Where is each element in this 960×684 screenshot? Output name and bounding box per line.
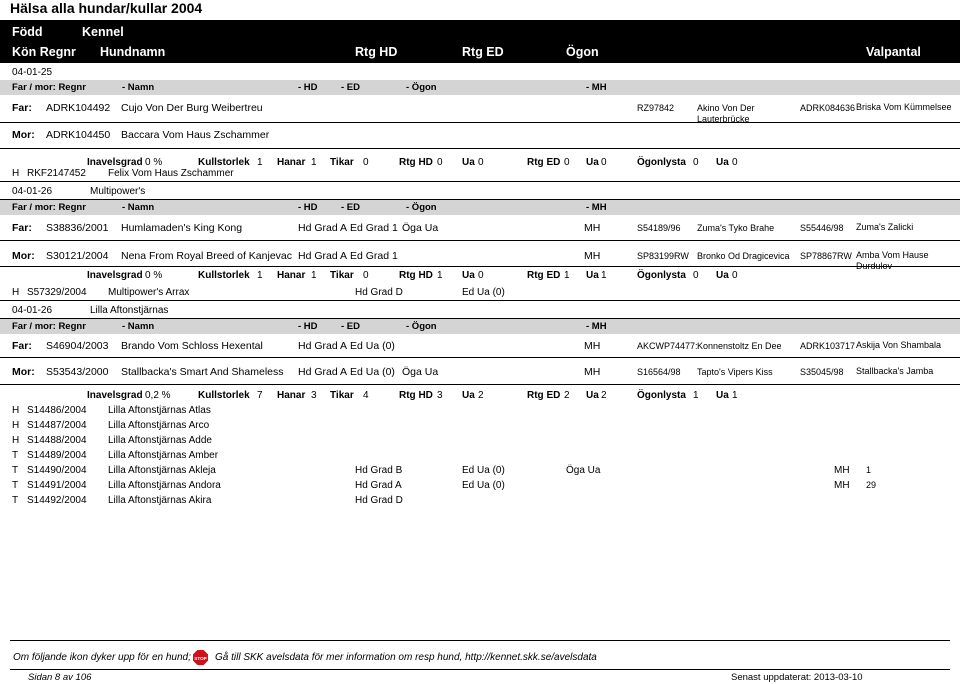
- puppy-valpantal: 1: [866, 465, 872, 475]
- stat-inavelsgrad-label: Inavelsgrad: [87, 157, 143, 168]
- ph-namn: - Namn: [122, 82, 155, 93]
- stat-inavelsgrad-value: 0 %: [145, 157, 163, 168]
- stat-inavelsgrad-value: 0,2 %: [145, 390, 171, 401]
- stat-rtg_ed-value: 0: [564, 157, 570, 168]
- puppy-kon: H: [12, 287, 20, 298]
- row-divider: [0, 122, 960, 123]
- far-label: Far:: [12, 340, 32, 352]
- stat-hanar-label: Hanar: [277, 270, 306, 281]
- stat-ua-label: Ua: [716, 270, 729, 281]
- mor-regnr: S30121/2004: [46, 250, 109, 262]
- stat-rtg_ed-label: Rtg ED: [527, 270, 561, 281]
- parent-header: [0, 80, 960, 95]
- stat-ogonlysta-label: Ögonlysta: [637, 390, 686, 401]
- footer-divider: [10, 640, 950, 641]
- stat-hanar-value: 1: [311, 270, 317, 281]
- far-regnr: S46904/2003: [46, 340, 109, 352]
- mor-gf-namn: Tapto's Vipers Kiss: [697, 367, 773, 377]
- far-gm-namn: Zuma's Zalicki: [856, 222, 914, 232]
- mor-label: Mor:: [12, 250, 35, 262]
- stat-ua-label: Ua: [716, 390, 729, 401]
- stat-rtg_ed-label: Rtg ED: [527, 390, 561, 401]
- col-kon-regnr: Kön Regnr: [12, 45, 76, 59]
- row-divider: [0, 181, 960, 182]
- puppy-regnr: S14490/2004: [27, 465, 87, 476]
- stat-kullstorlek-label: Kullstorlek: [198, 270, 250, 281]
- puppy-namn: Lilla Aftonstjärnas Amber: [108, 450, 219, 461]
- far-ed: Ed Ua (0): [350, 340, 395, 352]
- puppy-regnr: S57329/2004: [27, 287, 87, 298]
- mor-namn: Baccara Vom Haus Zschammer: [121, 129, 270, 141]
- puppy-kon: T: [12, 480, 19, 491]
- svg-text:STOP: STOP: [194, 655, 207, 661]
- stat-kullstorlek-value: 1: [257, 157, 263, 168]
- ph-hd: - HD: [298, 82, 318, 93]
- stat-ogonlysta-value: 0: [693, 157, 699, 168]
- stat-tikar-value: 0: [363, 157, 369, 168]
- far-gf-regnr: S54189/96: [637, 223, 681, 233]
- mor-regnr: S53543/2000: [46, 366, 109, 378]
- stop-icon: [193, 650, 208, 665]
- column-header-bar: [0, 20, 960, 62]
- far-label: Far:: [12, 222, 32, 234]
- litter-date: 04-01-25: [12, 67, 53, 78]
- stat-inavelsgrad-value: 0 %: [145, 270, 163, 281]
- stat-hanar-value: 1: [311, 157, 317, 168]
- puppy-namn: Lilla Aftonstjärnas Adde: [108, 435, 212, 446]
- stat-ed_ua-value: 1: [601, 270, 607, 281]
- stat-ua-label: Ua: [586, 157, 599, 168]
- puppy-regnr: S14492/2004: [27, 495, 87, 506]
- stat-kullstorlek-value: 7: [257, 390, 263, 401]
- parent-header: [0, 319, 960, 334]
- mor-label: Mor:: [12, 366, 35, 378]
- puppy-kon: H: [12, 435, 20, 446]
- mor-gm-regnr: SP78867RW: [800, 251, 852, 261]
- row-divider: [0, 240, 960, 241]
- far-namn: Cujo Von Der Burg Weibertreu: [121, 102, 263, 114]
- stat-ogonlysta-value: 1: [693, 390, 699, 401]
- mor-label: Mor:: [12, 129, 35, 141]
- puppy-namn: Multipower's Arrax: [108, 287, 190, 298]
- puppy-valpantal: 29: [866, 480, 877, 490]
- puppy-hd: Hd Grad D: [355, 495, 403, 506]
- puppy-hd: Hd Grad B: [355, 465, 403, 476]
- parent-header: [0, 200, 960, 215]
- stat-ogonlysta-label: Ögonlysta: [637, 270, 686, 281]
- puppy-kon: H: [12, 168, 20, 179]
- stat-tikar-label: Tikar: [330, 157, 354, 168]
- stat-rtg_ed-value: 2: [564, 390, 570, 401]
- stat-ogon_ua-value: 0: [732, 157, 738, 168]
- stat-tikar-value: 4: [363, 390, 369, 401]
- mor-mh: MH: [584, 366, 601, 378]
- puppy-ed: Ed Ua (0): [462, 465, 505, 476]
- mor-hd: Hd Grad A: [298, 366, 348, 378]
- stat-hd_ua-value: 0: [478, 157, 484, 168]
- far-mh: MH: [584, 340, 601, 352]
- ph-namn: - Namn: [122, 321, 155, 332]
- far-gf-namn: Zuma's Tyko Brahe: [697, 223, 775, 233]
- puppy-kon: T: [12, 450, 19, 461]
- stat-tikar-value: 0: [363, 270, 369, 281]
- ph-ed: - ED: [341, 82, 360, 93]
- puppy-regnr: S14487/2004: [27, 420, 87, 431]
- ph-regnr: Far / mor: Regnr: [12, 82, 86, 93]
- row-divider: [0, 266, 960, 267]
- stat-tikar-label: Tikar: [330, 270, 354, 281]
- mor-ed: Ed Grad 1: [350, 250, 398, 262]
- puppy-kon: T: [12, 465, 19, 476]
- puppy-namn: Lilla Aftonstjärnas Arco: [108, 420, 210, 431]
- puppy-hd: Hd Grad A: [355, 480, 402, 491]
- puppy-kon: H: [12, 420, 20, 431]
- stat-hd_ua-value: 0: [478, 270, 484, 281]
- ph-ed: - ED: [341, 202, 360, 213]
- far-ogon: Öga Ua: [402, 222, 439, 234]
- mor-namn: Nena From Royal Breed of Kanjevac: [121, 250, 292, 262]
- stat-tikar-label: Tikar: [330, 390, 354, 401]
- stat-ed_ua-value: 0: [601, 157, 607, 168]
- stat-kullstorlek-label: Kullstorlek: [198, 157, 250, 168]
- far-namn: Humlamaden's King Kong: [121, 222, 243, 234]
- ph-mh: - MH: [586, 82, 607, 93]
- footer-bottom-divider: [10, 669, 950, 670]
- puppy-namn: Lilla Aftonstjärnas Atlas: [108, 405, 211, 416]
- mor-mh: MH: [584, 250, 601, 262]
- mor-namn: Stallbacka's Smart And Shameless: [121, 366, 284, 378]
- stat-hanar-label: Hanar: [277, 390, 306, 401]
- stat-ua-label: Ua: [462, 157, 475, 168]
- puppy-namn: Lilla Aftonstjärnas Akira: [108, 495, 212, 506]
- stat-kullstorlek-label: Kullstorlek: [198, 390, 250, 401]
- stat-ua-label: Ua: [586, 390, 599, 401]
- litter-date: 04-01-26: [12, 305, 53, 316]
- puppy-ed: Ed Ua (0): [462, 480, 505, 491]
- stat-ogonlysta-label: Ögonlysta: [637, 157, 686, 168]
- col-fodd: Född: [12, 25, 43, 39]
- stat-ua-label: Ua: [716, 157, 729, 168]
- ph-hd: - HD: [298, 321, 318, 332]
- stat-ed_ua-value: 2: [601, 390, 607, 401]
- avelsdata-link[interactable]: Gå till SKK avelsdata för mer information om resp hund, http://kennet.skk.se/avelsdata: [215, 652, 597, 663]
- ph-mh: - MH: [586, 202, 607, 213]
- puppy-ed: Ed Ua (0): [462, 287, 505, 298]
- ph-regnr: Far / mor: Regnr: [12, 321, 86, 332]
- far-hd: Hd Grad A: [298, 222, 348, 234]
- stat-inavelsgrad-label: Inavelsgrad: [87, 390, 143, 401]
- stat-ua-label: Ua: [462, 390, 475, 401]
- far-gf-regnr: AKCWP74477:: [637, 341, 698, 351]
- page-number: Sidan 8 av 106: [28, 672, 92, 683]
- far-gm-regnr: S55446/98: [800, 223, 844, 233]
- mor-gm-regnr: S35045/98: [800, 367, 844, 377]
- stat-rtg_hd-value: 0: [437, 157, 443, 168]
- stat-hanar-label: Hanar: [277, 157, 306, 168]
- far-gf-namn: Konnenstoltz En Dee: [697, 341, 782, 351]
- col-hundnamn: Hundnamn: [100, 45, 166, 59]
- far-regnr: ADRK104492: [46, 102, 111, 114]
- col-rtg-ed: Rtg ED: [462, 45, 504, 59]
- stat-rtg_hd-label: Rtg HD: [399, 270, 433, 281]
- stat-rtg_ed-label: Rtg ED: [527, 157, 561, 168]
- far-mh: MH: [584, 222, 601, 234]
- col-kennel: Kennel: [82, 25, 124, 39]
- stat-kullstorlek-value: 1: [257, 270, 263, 281]
- puppy-kon: H: [12, 405, 20, 416]
- col-valpantal: Valpantal: [866, 45, 921, 59]
- stat-ua-label: Ua: [586, 270, 599, 281]
- far-label: Far:: [12, 102, 32, 114]
- far-hd: Hd Grad A: [298, 340, 348, 352]
- row-divider: [0, 148, 960, 149]
- puppy-regnr: RKF2147452: [27, 168, 86, 179]
- far-gm-regnr: ADRK103717: [800, 341, 856, 351]
- footer-note: Om följande ikon dyker upp för en hund;: [13, 652, 191, 663]
- far-gf-regnr: RZ97842: [637, 103, 675, 113]
- puppy-regnr: S14491/2004: [27, 480, 87, 491]
- mor-hd: Hd Grad A: [298, 250, 348, 262]
- puppy-ogon: Öga Ua: [566, 465, 601, 476]
- ph-hd: - HD: [298, 202, 318, 213]
- row-divider: [0, 384, 960, 385]
- puppy-hd: Hd Grad D: [355, 287, 403, 298]
- last-updated: Senast uppdaterat: 2013-03-10: [731, 672, 863, 683]
- stat-ogon_ua-value: 0: [732, 270, 738, 281]
- ph-ogon: - Ögon: [406, 202, 437, 213]
- mor-gf-regnr: SP83199RW: [637, 251, 689, 261]
- far-regnr: S38836/2001: [46, 222, 109, 234]
- far-gm-namn: Askija Von Shambala: [856, 340, 942, 350]
- stat-rtg_ed-value: 1: [564, 270, 570, 281]
- puppy-regnr: S14486/2004: [27, 405, 87, 416]
- puppy-regnr: S14489/2004: [27, 450, 87, 461]
- litter-date: 04-01-26: [12, 186, 53, 197]
- mor-gm-namn: Amba Vom Hause Durdulov: [856, 250, 929, 271]
- far-namn: Brando Vom Schloss Hexental: [121, 340, 263, 352]
- ph-ed: - ED: [341, 321, 360, 332]
- ph-regnr: Far / mor: Regnr: [12, 202, 86, 213]
- far-gm-regnr: ADRK084636: [800, 103, 856, 113]
- mor-ed: Ed Ua (0): [350, 366, 395, 378]
- litter-kennel: Multipower's: [90, 186, 146, 197]
- stat-inavelsgrad-label: Inavelsgrad: [87, 270, 143, 281]
- row-divider: [0, 300, 960, 301]
- puppy-mh: MH: [834, 480, 850, 491]
- stat-hd_ua-value: 2: [478, 390, 484, 401]
- row-divider: [0, 357, 960, 358]
- stat-ogonlysta-value: 0: [693, 270, 699, 281]
- far-gf-namn: Akino Von Der Lauterbrücke: [697, 103, 755, 124]
- stat-rtg_hd-label: Rtg HD: [399, 157, 433, 168]
- stat-rtg_hd-label: Rtg HD: [399, 390, 433, 401]
- litter-kennel: Lilla Aftonstjärnas: [90, 305, 169, 316]
- stat-hanar-value: 3: [311, 390, 317, 401]
- col-rtg-hd: Rtg HD: [355, 45, 398, 59]
- puppy-regnr: S14488/2004: [27, 435, 87, 446]
- puppy-namn: Lilla Aftonstjärnas Andora: [108, 480, 221, 491]
- far-gm-namn: Briska Vom Kümmelsee: [856, 102, 952, 112]
- stat-ogon_ua-value: 1: [732, 390, 738, 401]
- stat-rtg_hd-value: 1: [437, 270, 443, 281]
- page-title: Hälsa alla hundar/kullar 2004: [10, 0, 203, 16]
- mor-gf-namn: Bronko Od Dragicevica: [697, 251, 790, 261]
- mor-ogon: Öga Ua: [402, 366, 439, 378]
- puppy-namn: Lilla Aftonstjärnas Akleja: [108, 465, 216, 476]
- puppy-kon: T: [12, 495, 19, 506]
- ph-ogon: - Ögon: [406, 82, 437, 93]
- ph-mh: - MH: [586, 321, 607, 332]
- puppy-namn: Felix Vom Haus Zschammer: [108, 168, 234, 179]
- mor-regnr: ADRK104450: [46, 129, 111, 141]
- ph-namn: - Namn: [122, 202, 155, 213]
- stat-rtg_hd-value: 3: [437, 390, 443, 401]
- mor-gm-namn: Stallbacka's Jamba: [856, 366, 934, 376]
- col-ogon: Ögon: [566, 45, 599, 59]
- ph-ogon: - Ögon: [406, 321, 437, 332]
- row-divider: [0, 62, 960, 63]
- stat-ua-label: Ua: [462, 270, 475, 281]
- far-ed: Ed Grad 1: [350, 222, 398, 234]
- mor-gf-regnr: S16564/98: [637, 367, 681, 377]
- puppy-mh: MH: [834, 465, 850, 476]
